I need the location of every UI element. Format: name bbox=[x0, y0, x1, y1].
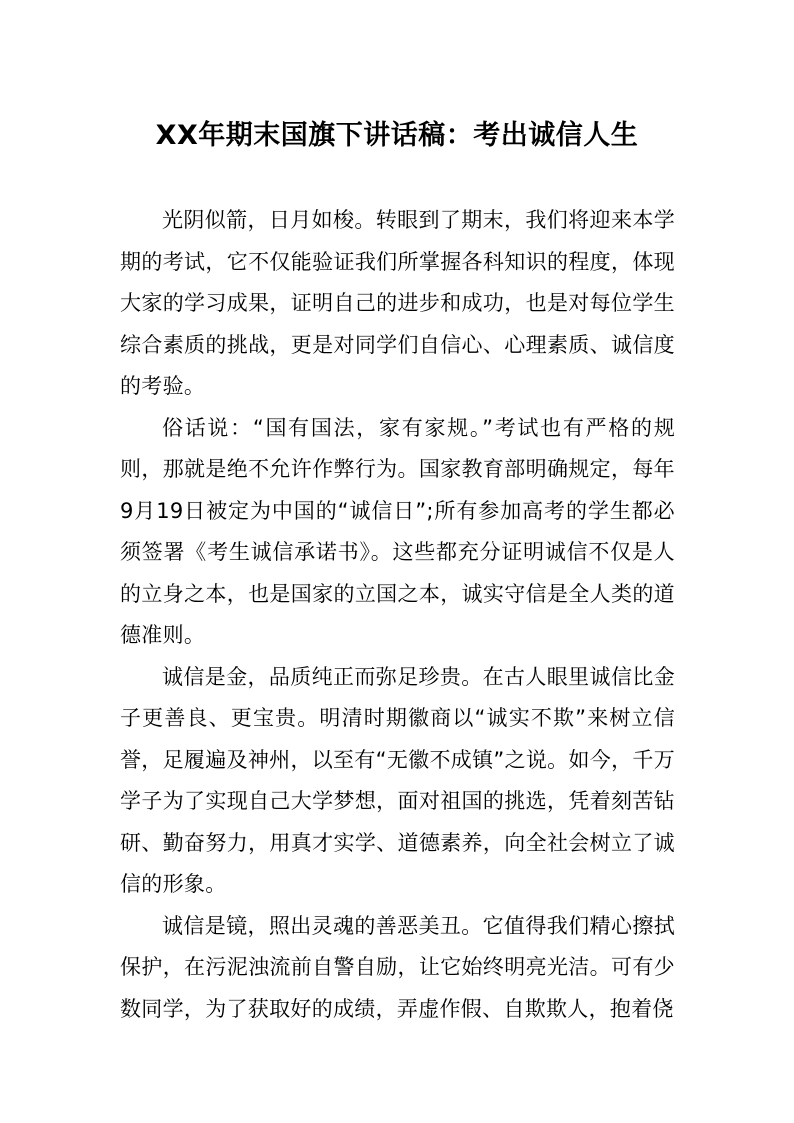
paragraph: 诚信是镜，照出灵魂的善恶美丑。它值得我们精心擦拭保护，在污泥浊流前自警自励，让它始终明亮光洁。可有少数同学，为了获取好的成绩，弄虚作假、自欺欺人，抱着侥 bbox=[120, 913, 675, 1021]
document-body bbox=[120, 200, 675, 1030]
paragraph: 光阴似箭，日月如梭。转眼到了期末，我们将迎来本学期的考试，它不仅能验证我们所掌握各科知识的程度，体现大家的学习成果，证明自己的进步和成功，也是对每位学生综合素质的挑战，更是对同学们自信心、心理素质、诚信度的考验。 bbox=[120, 208, 675, 398]
document-title: XX年期末国旗下讲话稿：考出诚信人生 bbox=[155, 120, 639, 152]
paragraph: 俗话说：“国有国法，家有家规。”考试也有严格的规则，那就是绝不允许作弊行为。国家教育部明确规定，每年9月19日被定为中国的“诚信日”;所有参加高考的学生都必须签署《考生诚信承诺书》。这些都充分证明诚信不仅是人的立身之本，也是国家的立国之本，诚实守信是全人类的道德准则。 bbox=[120, 415, 675, 647]
paragraph: 诚信是金，品质纯正而弥足珍贵。在古人眼里诚信比金子更善良、更宝贵。明清时期徽商以“诚实不欺”来树立信誉，足履遍及神州，以至有“无徽不成镇”之说。如今，千万学子为了实现自己大学梦想，面对祖国的挑选，凭着刻苦钻研、勤奋努力，用真才实学、道德素养，向全社会树立了诚信的形象。 bbox=[120, 664, 675, 896]
